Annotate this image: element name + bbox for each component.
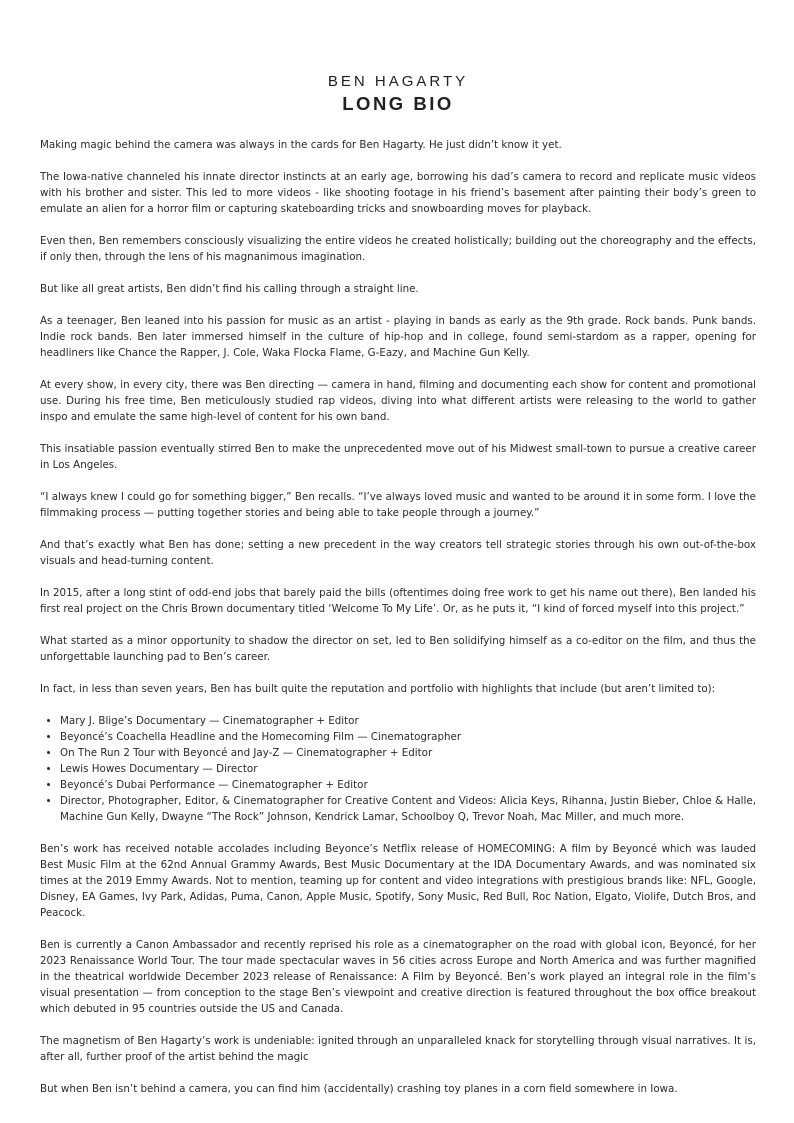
highlights-list: [40, 713, 756, 825]
bio-paragraph: The Iowa-native channeled his innate director instincts at an early age, borrowing his dad’s camera to record and replicate music videos with his brother and sister. This led to more videos - like shooting footage in his friend’s basement after painting their body’s green to emulate an alien for a horror film or capturing skateboarding tricks and snowboarding moves for playback.: [40, 171, 756, 215]
highlight-item: • On The Run 2 Tour with Beyoncé and Jay-Z — Cinematographer + Editor: [60, 745, 756, 761]
bio-paragraph: Even then, Ben remembers consciously visualizing the entire videos he created holistically; building out the choreography and the effects, if only then, through the lens of his magnanimous imagination.: [40, 235, 756, 263]
bio-paragraph: In fact, in less than seven years, Ben has built quite the reputation and portfolio with highlights that include (but aren’t limited to):: [40, 683, 716, 695]
person-name: BEN HAGARTY: [327, 73, 469, 90]
bio-body: [40, 137, 756, 1097]
highlight-item: • Director, Photographer, Editor, & Cinematographer for Creative Content and Videos: Alicia Keys, Rihanna, Justin Bieber, Chloe & Halle, Machine Gun Kelly, Dwayne “The Rock” Johnson, Kendrick Lamar, Schoolboy Q, Trevor Noah, Mac Miller, and much more.: [60, 793, 756, 825]
bio-paragraph: In 2015, after a long stint of odd-end jobs that barely paid the bills (oftentimes doing free work to get his name out there), Ben landed his first real project on the Chris Brown documentary titled ‘Welcome To My Life’. Or, as he puts it, “I kind of forced myself into this project.”: [40, 587, 756, 615]
bio-paragraph: The magnetism of Ben Hagarty’s work is undeniable: ignited through an unparalleled knack for storytelling through visual narratives. It is, after all, further proof of the artist behind the magic: [40, 1035, 756, 1063]
bio-paragraph: As a teenager, Ben leaned into his passion for music as an artist - playing in bands as early as the 9th grade. Rock bands. Punk bands. Indie rock bands. Ben later immersed himself in the culture of hip-hop and in college, found semi-stardom as a rapper, opening for headliners like Chance the Rapper, J. Cole, Waka Flocka Flame, G-Eazy, and Machine Gun Kelly.: [40, 315, 756, 359]
bio-paragraph: What started as a minor opportunity to shadow the director on set, led to Ben solidifying himself as a co-editor on the film, and thus the unforgettable launching pad to Ben’s career.: [40, 635, 756, 663]
bio-paragraph: At every show, in every city, there was Ben directing — camera in hand, filming and documenting each show for content and promotional use. During his free time, Ben meticulously studied rap videos, diving into what different artists were releasing to the world to gather inspo and emulate the same high-level of content for his own band.: [40, 379, 756, 423]
bio-paragraph: “I always knew I could go for something bigger,” Ben recalls. “I’ve always loved music and wanted to be around it in some form. I love the filmmaking process — putting together stories and being able to take people through a journey.”: [40, 491, 756, 519]
bio-paragraph: This insatiable passion eventually stirred Ben to make the unprecedented move out of his Midwest small-town to pursue a creative career in Los Angeles.: [40, 443, 756, 471]
highlight-item: • Mary J. Blige’s Documentary — Cinematographer + Editor: [60, 713, 756, 729]
document-title: LONG BIO: [342, 93, 454, 114]
highlight-item: • Beyoncé’s Dubai Performance — Cinematographer + Editor: [60, 777, 756, 793]
bio-paragraph: But like all great artists, Ben didn’t find his calling through a straight line.: [40, 283, 419, 295]
bio-paragraph: And that’s exactly what Ben has done; setting a new precedent in the way creators tell strategic stories through his own out-of-the-box visuals and head-turning content.: [40, 539, 756, 567]
highlight-item: • Lewis Howes Documentary — Director: [60, 761, 756, 777]
bio-paragraph: Ben’s work has received notable accolades including Beyonce’s Netflix release of HOMECOMING: A film by Beyoncé which was lauded Best Music Film at the 62nd Annual Grammy Awards, Best Music Documentary at the IDA Documentary Awards, and was nominated six times at the 2019 Emmy Awards. Not to mention, teaming up for content and video integrations with prestigious brands like: NFL, Google, Disney, EA Games, Ivy Park, Adidas, Puma, Canon, Apple Music, Spotify, Sony Music, Red Bull, Roc Nation, Elgato, Violife, Dutch Bros, and Peacock.: [40, 843, 756, 919]
document-header: [40, 73, 756, 115]
highlight-item: • Beyoncé’s Coachella Headline and the Homecoming Film — Cinematographer: [60, 729, 756, 745]
bio-paragraph: But when Ben isn’t behind a camera, you can find him (accidentally) crashing toy planes in a corn field somewhere in Iowa.: [40, 1083, 678, 1095]
bio-paragraph: Making magic behind the camera was always in the cards for Ben Hagarty. He just didn’t know it yet.: [40, 139, 562, 151]
document-page: [40, 0, 756, 1113]
bio-paragraph: Ben is currently a Canon Ambassador and recently reprised his role as a cinematographer on the road with global icon, Beyoncé, for her 2023 Renaissance World Tour. The tour made spectacular waves in 56 cities across Europe and North America and was further magnified in the theatrical worldwide December 2023 release of Renaissance: A Film by Beyoncé. Ben’s work played an integral role in the film’s visual presentation — from conception to the stage Ben’s viewpoint and creative direction is featured throughout the box office breakout which debuted in 95 countries outside the US and Canada.: [40, 939, 756, 1015]
